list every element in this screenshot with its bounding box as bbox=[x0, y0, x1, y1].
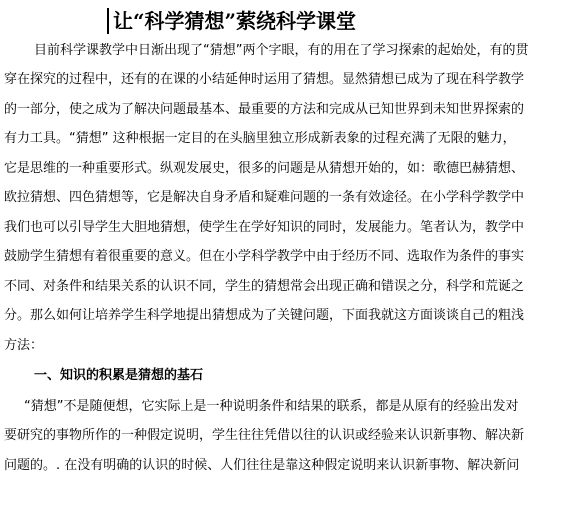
paragraph-line: 分。那么如何让培养学生科学地提出猜想成为了关键问题，下面我就这方面谈谈自己的粗浅 bbox=[4, 308, 525, 323]
document-title: 让“科学猜想”萦绕科学课堂 bbox=[113, 9, 357, 33]
text-cursor bbox=[107, 8, 109, 34]
paragraph-line: 鼓励学生猜想有着很重要的意义。但在小学科学教学中由于经历不同、选取作为条件的事实 bbox=[4, 249, 525, 264]
paragraph-line: 欧拉猜想、四色猜想等，它是解决自身矛盾和疑难问题的一条有效途径。在小学科学教学中 bbox=[4, 190, 525, 205]
paragraph-line: 问题的。. 在没有明确的认识的时候、人们往往是靠这种假定说明来认识新事物、解决新问 bbox=[4, 458, 520, 473]
paragraph-line: 我们也可以引导学生大胆地猜想，使学生在学好知识的同时，发展能力。笔者认为，教学中 bbox=[4, 220, 525, 235]
paragraph-line: 要研究的事物所作的一种假定说明，学生往往凭借以往的认识或经验来认识新事物、解决新 bbox=[4, 428, 525, 443]
paragraph-line: 穿在探究的过程中，还有的在课的小结延伸时运用了猜想。显然猜想已成为了现在科学教学 bbox=[4, 72, 525, 87]
paragraph-line: 的一部分，使之成为了解决问题最基本、最重要的方法和完成从已知世界到未知世界探索的 bbox=[4, 102, 525, 117]
paragraph-line: 目前科学课教学中日渐出现了“猜想”两个字眼，有的用在了学习探索的起始处，有的贯 bbox=[34, 43, 529, 58]
paragraph-line: 有力工具。“猜想” 这种根据一定目的在头脑里独立形成新表象的过程充满了无限的魅力， bbox=[4, 131, 516, 146]
section-heading: 一、知识的积累是猜想的基石 bbox=[34, 368, 204, 383]
paragraph-line: 不同、对条件和结果关系的认识不同，学生的猜想常会出现正确和错误之分，科学和荒诞之 bbox=[4, 279, 525, 294]
paragraph-line: 它是思维的一种重要形式。纵观发展史，很多的问题是从猜想开始的，如：歌德巴赫猜想、 bbox=[4, 161, 525, 176]
paragraph-line: 方法： bbox=[4, 338, 44, 353]
paragraph-line: “猜想”不是随便想，它实际上是一种说明条件和结果的联系，都是从原有的经验出发对 bbox=[24, 399, 519, 414]
